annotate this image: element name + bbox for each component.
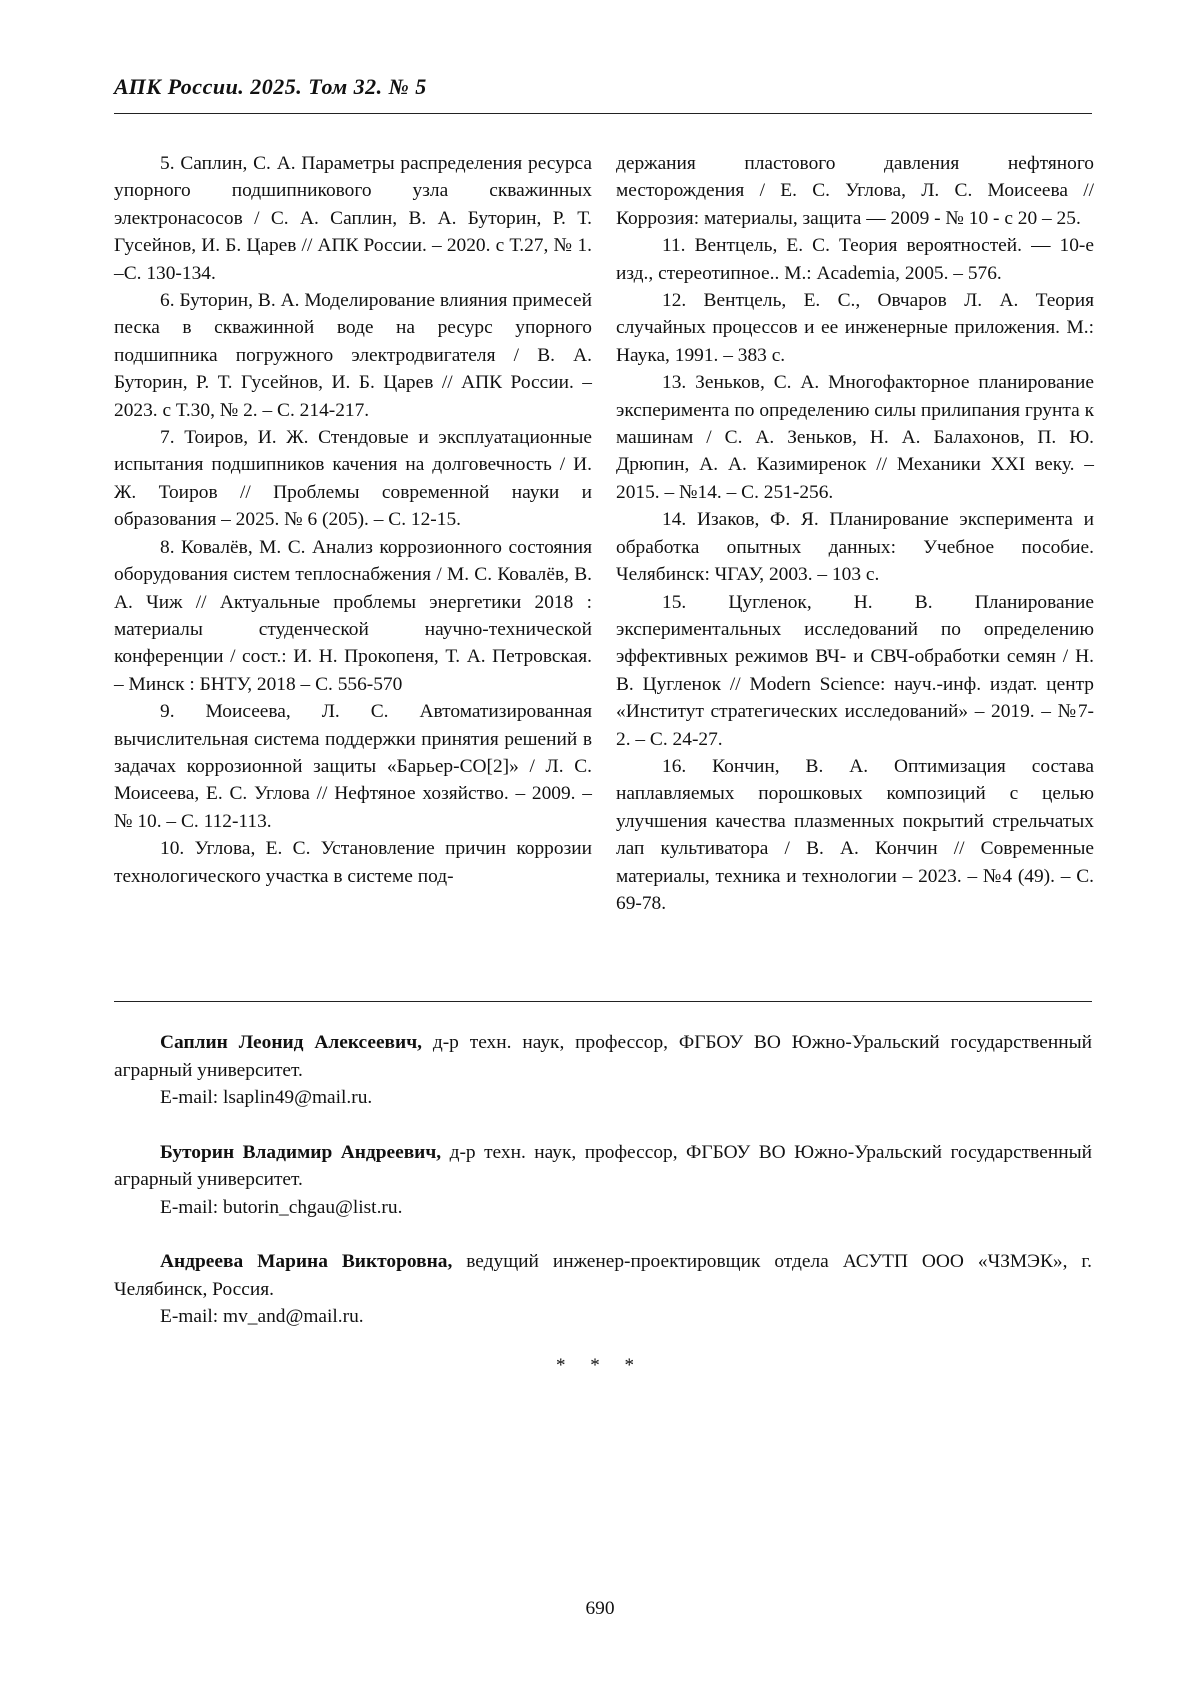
author-affiliation: д-р техн. наук, профессор, ФГБОУ ВО Южно-Уральский государственный аграрный университет.: [114, 1141, 1092, 1190]
references-end-rule: [114, 1001, 1092, 1002]
author-name: Буторин Владимир Андреевич,: [160, 1141, 442, 1163]
reference-item: 11. Вентцель, Е. С. Теория вероятностей. — 10-е изд., стереотипное.. М.: Academia, 2005. – 576.: [616, 235, 1094, 284]
reference-item: 16. Кончин, В. А. Оптимизация состава наплавляемых порошковых композиций с целью улучшения качества плазменных покрытий стрельчатых лап культиватора / В. А. Кончин // Современные материалы, техника и технологии – 2023. – №4 (49). – С. 69-78.: [616, 755, 1094, 914]
header-rule: [114, 113, 1092, 114]
author-email: E-mail: lsaplin49@mail.ru.: [160, 1087, 373, 1108]
reference-item: 10. Углова, Е. С. Установление причин коррозии технологического участка в системе под-: [114, 838, 592, 887]
author-name: Андреева Марина Викторовна,: [160, 1251, 453, 1272]
references-left-column: [114, 150, 592, 890]
author-affiliation: д-р техн. наук, профессор, ФГБОУ ВО Южно-Уральский государственный аграрный университет.: [114, 1032, 1092, 1081]
reference-item: 7. Тоиров, И. Ж. Стендовые и эксплуатационные испытания подшипников качения на долговечность / И. Ж. Тоиров // Проблемы современной науки и образования – 2025. № 6 (205). – С. 12-15.: [114, 427, 592, 531]
reference-item-continuation: держания пластового давления нефтяного месторождения / Е. С. Углова, Л. С. Моисеева // Коррозия: материалы, защита — 2009 - № 10 - с 20 – 25.: [616, 153, 1094, 229]
author-email: E-mail: mv_and@mail.ru.: [160, 1306, 364, 1327]
references-right-column: [616, 150, 1094, 917]
author-entry: [114, 1139, 1092, 1222]
reference-item: 8. Ковалёв, М. С. Анализ коррозионного состояния оборудования систем теплоснабжения / М. С. Ковалёв, В. А. Чиж // Актуальные проблемы энергетики 2018 : материалы студенческой научно-технической конференции / сост.: И. Н. Прокопеня, Т. А. Петровская. – Минск : БНТУ, 2018 – С. 556-570: [114, 536, 592, 695]
author-entry: [114, 1029, 1092, 1112]
author-affiliation: ведущий инженер-проектировщик отдела АСУТП ООО «ЧЗМЭК», г. Челябинск, Россия.: [114, 1251, 1092, 1300]
section-separator: * * *: [556, 1355, 644, 1376]
reference-item: 14. Изаков, Ф. Я. Планирование эксперимента и обработка опытных данных: Учебное пособие. Челябинск: ЧГАУ, 2003. – 103 с.: [616, 509, 1094, 586]
reference-item: 9. Моисеева, Л. С. Автоматизированная вычислительная система поддержки принятия решений в задачах коррозионной защиты «Барьер-СО[2]» / Л. С. Моисеева, Е. С. Углова // Нефтяное хозяйство. – 2009. – № 10. – С. 112-113.: [114, 701, 592, 832]
author-name: Саплин Леонид Алексеевич,: [160, 1032, 422, 1053]
reference-item: 6. Буторин, В. А. Моделирование влияния примесей песка в скважинной воде на ресурс упорного подшипника погружного электродвигателя / В. А. Буторин, Р. Т. Гусейнов, И. Б. Царев // АПК России. – 2023. с Т.30, № 2. – С. 214-217.: [114, 290, 592, 421]
reference-item: 15. Цугленок, Н. В. Планирование экспериментальных исследований по определению эффективных режимов ВЧ- и СВЧ-обработки семян / Н. В. Цугленок // Modern Science: науч.-инф. издат. центр «Институт стратегических исследований» – 2019. – №7-2. – С. 24-27.: [616, 591, 1094, 750]
author-entry: [114, 1248, 1092, 1331]
reference-item: 12. Вентцель, Е. С., Овчаров Л. А. Теория случайных процессов и ее инженерные приложения. М.: Наука, 1991. – 383 с.: [616, 290, 1094, 366]
running-title: АПК России. 2025. Том 32. № 5: [114, 74, 427, 99]
author-email: E-mail: butorin_chgau@list.ru.: [160, 1196, 403, 1218]
reference-item: 13. Зеньков, С. А. Многофакторное планирование эксперимента по определению силы прилипания грунта к машинам / С. А. Зеньков, Н. А. Балахонов, П. Ю. Дрюпин, А. А. Казимиренок // Механики XXI веку. – 2015. – №14. – С. 251-256.: [616, 372, 1094, 503]
reference-item: 5. Саплин, С. А. Параметры распределения ресурса упорного подшипникового узла скважинных электронасосов / С. А. Саплин, В. А. Буторин, Р. Т. Гусейнов, И. Б. Царев // АПК России. – 2020. с Т.27, № 1. –С. 130-134.: [114, 153, 592, 284]
page-number: 690: [585, 1598, 615, 1619]
author-info-block: [114, 1029, 1092, 1358]
